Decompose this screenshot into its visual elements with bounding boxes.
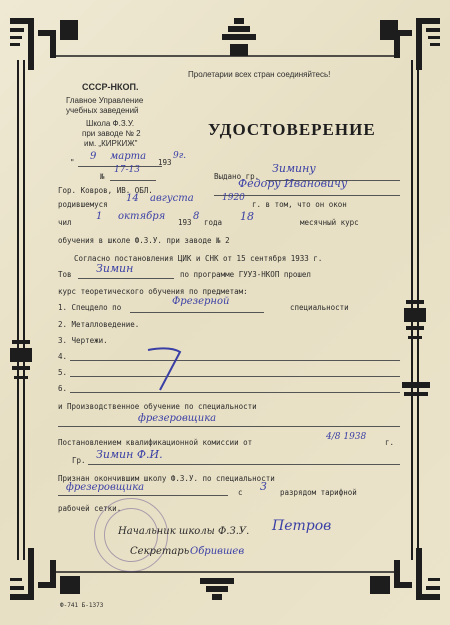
- issued-name-1: Зимину: [272, 162, 316, 175]
- number-value: 17-13: [114, 165, 140, 175]
- strike-mark: [140, 340, 200, 396]
- issued-label: Выдано гр.: [214, 172, 260, 181]
- gr-value: Зимин Ф.И.: [96, 448, 163, 461]
- goda-label: года: [204, 218, 223, 227]
- grid-line: рабочей сетки.: [58, 504, 122, 513]
- date-quote: ": [70, 158, 75, 167]
- subject-5-label: 5.: [58, 368, 68, 377]
- school-line-2: при заводе № 2: [82, 129, 141, 138]
- slogan: Пролетарии всех стран соединяйтесь!: [188, 70, 331, 79]
- born-day: 14: [126, 193, 139, 204]
- program-label: по программе ГУУЗ-НКОП прошел: [180, 270, 311, 279]
- org-main-line-2: учебных заведений: [66, 106, 139, 115]
- end-day: 1: [96, 211, 103, 222]
- tov-label: Тов: [58, 270, 72, 279]
- end-year-suffix: 8: [193, 211, 200, 222]
- specialty-value: фрезеровщика: [66, 482, 145, 493]
- school-line-1: Школа Ф.З.У.: [86, 119, 135, 128]
- date-day: 9: [90, 151, 97, 162]
- born-suffix: г. в том, что он окон: [252, 200, 347, 209]
- decree-line: Согласно постановления ЦИК и СНК от 15 сентября 1933 г.: [74, 254, 323, 263]
- subject-6-label: 6.: [58, 384, 68, 393]
- end-year-prefix: 193: [178, 218, 192, 227]
- commission-date: 4/8 1938: [326, 432, 367, 442]
- org-short: СССР-НКОП.: [82, 82, 139, 92]
- date-month: марта: [110, 151, 147, 162]
- course-line: обучения в школе Ф.З.У. при заводе № 2: [58, 236, 230, 245]
- months-value: 18: [240, 210, 254, 223]
- date-year-suffix: 9г.: [173, 151, 187, 161]
- date-year-prefix: 193: [158, 158, 172, 167]
- born-month: августа: [150, 193, 194, 204]
- end-month: октября: [118, 211, 166, 222]
- theory-line: курс теоретического обучения по предметам:: [58, 287, 248, 296]
- secretary-label: Секретарь: [130, 546, 190, 557]
- subject-1-value: Фрезерной: [172, 296, 230, 307]
- document-title: УДОСТОВЕРЕНИЕ: [208, 120, 376, 139]
- tov-name: Зимин: [96, 262, 134, 275]
- grade-suffix: разрядом тарифной: [280, 488, 357, 497]
- subject-1-label: 1. Спецдело по: [58, 303, 122, 312]
- issued-name-2: Федору Ивановичу: [238, 177, 348, 190]
- months-label: месячный курс: [300, 218, 359, 227]
- org-main-line-1: Главное Управление: [66, 96, 144, 105]
- born-year: 1920: [222, 193, 245, 203]
- subject-4-label: 4.: [58, 352, 68, 361]
- production-label: и Производственное обучение по специальности: [58, 402, 257, 411]
- subject-3-label: 3. Чертежи.: [58, 336, 108, 345]
- city: Гор. Ковров, ИВ. ОБЛ.: [58, 186, 153, 195]
- school-line-3: им. „КИРКИЖ": [84, 139, 138, 148]
- head-label: Начальник школы Ф.З.У.: [118, 526, 250, 537]
- commission-label: Постановлением квалификационной комиссии от: [58, 438, 253, 447]
- print-code: Ф-741 Б-1373: [60, 602, 104, 609]
- number-label: №: [100, 172, 105, 181]
- subject-2-label: 2. Металловедение.: [58, 320, 140, 329]
- born-label: родившемуся: [58, 200, 108, 209]
- grade-prefix: с: [238, 488, 243, 497]
- gr-label: Гр.: [72, 456, 86, 465]
- subject-1-suffix: специальности: [290, 303, 349, 312]
- production-value: фрезеровщика: [138, 413, 217, 424]
- head-signature: Петров: [272, 518, 332, 534]
- secretary-signature: Обрившев: [190, 546, 245, 557]
- recognized-label: Признан окончившим школу Ф.З.У. по специальности: [58, 474, 275, 483]
- completed-label: чил: [58, 218, 72, 227]
- commission-suffix: г.: [385, 438, 395, 447]
- grade-value: 3: [260, 480, 267, 493]
